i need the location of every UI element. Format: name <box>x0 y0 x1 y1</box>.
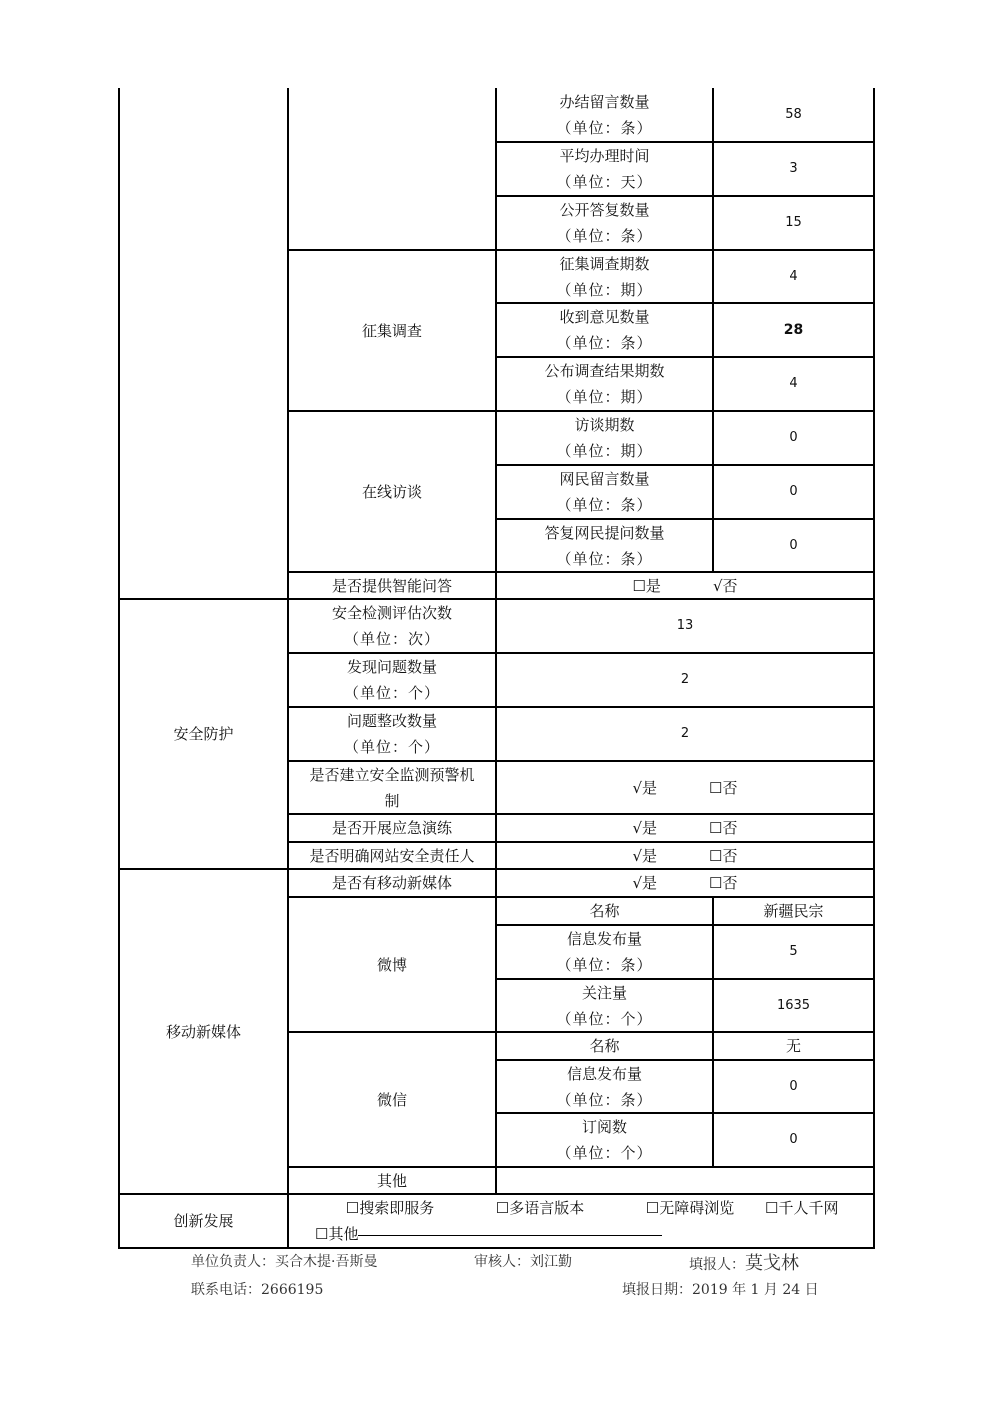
security-monitor-options <box>497 762 873 813</box>
footer-filler <box>689 1249 799 1275</box>
innovation-options <box>289 1195 873 1247</box>
option-accessible-checkbox[interactable]: ☐无障碍浏览 <box>645 1199 735 1217</box>
weibo-row-1-value: 5 <box>789 944 798 959</box>
unit: （单位：条） <box>556 118 653 137</box>
date-value: 2019 年 1 月 24 日 <box>692 1282 819 1298</box>
option-search-service-checkbox[interactable]: ☐搜索即服务 <box>345 1199 435 1217</box>
unit: （单位：条） <box>556 956 653 974</box>
reviewer-name: 刘江勤 <box>530 1254 572 1270</box>
weibo-label: 微博 <box>376 955 407 974</box>
survey-row-3-label <box>497 358 712 410</box>
innovation-label: 创新发展 <box>173 1212 234 1230</box>
smart-qa-options <box>497 573 873 598</box>
drill-no-checkbox[interactable]: ☐否 <box>709 819 738 837</box>
label-line-1: 是否建立安全监测预警机 <box>309 765 475 784</box>
interview-row-1-value: 0 <box>789 430 798 445</box>
label: 安全检测评估次数 <box>331 604 452 622</box>
security-row-2-label <box>289 654 495 706</box>
unit: （单位：期） <box>556 280 653 299</box>
portal-row-2-label <box>497 143 712 195</box>
filler-name: 莫戈林 <box>745 1253 799 1274</box>
label: 答复网民提问数量 <box>544 523 665 542</box>
unit: （单位：条） <box>556 334 653 352</box>
label: 公开答复数量 <box>559 201 650 219</box>
survey-row-2-label <box>497 304 712 356</box>
wechat-label: 微信 <box>376 1090 407 1109</box>
reviewer-label: 审核人： <box>474 1254 530 1270</box>
footer-phone <box>191 1279 323 1299</box>
portal-row-1-label <box>497 88 712 141</box>
phone-label: 联系电话： <box>191 1282 261 1298</box>
media-yes-checkbox[interactable]: √是 <box>632 874 658 892</box>
label: 办结留言数量 <box>559 92 650 111</box>
label: 收到意见数量 <box>559 308 650 326</box>
survey-row-2-value: 28 <box>783 322 804 338</box>
interview-row-3-label <box>497 520 712 571</box>
wechat-row-1-value: 0 <box>789 1078 798 1094</box>
survey-row-1-value: 4 <box>789 268 798 284</box>
unit: （单位：条） <box>556 1090 653 1109</box>
label: 问题整改数量 <box>346 712 437 730</box>
portal-row-3-label <box>497 197 712 249</box>
smart-qa-label: 是否提供智能问答 <box>331 576 452 595</box>
label: 访谈期数 <box>574 416 635 434</box>
label: 信息发布量 <box>566 930 642 948</box>
wechat-row-1-label <box>497 1061 712 1112</box>
unit: （单位：个） <box>343 684 440 702</box>
footer-leader <box>191 1251 377 1271</box>
label-line-2: 制 <box>384 791 400 810</box>
label: 平均办理时间 <box>559 147 650 165</box>
interview-row-2-value: 0 <box>789 484 798 499</box>
portal-row-2-value: 3 <box>789 161 798 176</box>
media-has-options <box>497 870 873 896</box>
label: 订阅数 <box>581 1118 627 1136</box>
wechat-name-value: 无 <box>785 1037 801 1055</box>
security-owner-options <box>497 843 873 868</box>
survey-row-1-label <box>497 251 712 302</box>
security-monitor-label <box>289 762 495 813</box>
unit: （单位：天） <box>556 173 653 191</box>
security-owner-label: 是否明确网站安全责任人 <box>309 846 475 865</box>
interview-group-label: 在线访谈 <box>361 482 422 501</box>
unit: （单位：期） <box>556 442 653 460</box>
unit: （单位：次） <box>343 630 440 648</box>
wechat-row-2-value: 0 <box>789 1132 798 1147</box>
unit: （单位：条） <box>556 496 653 514</box>
label: 网民留言数量 <box>559 470 650 488</box>
weibo-row-2-value: 1635 <box>776 997 811 1013</box>
weibo-row-2-label <box>497 980 712 1031</box>
weibo-row-1-label <box>497 926 712 978</box>
label: 公布调查结果期数 <box>544 362 665 380</box>
security-drill-options <box>497 815 873 841</box>
monitor-yes-checkbox[interactable]: √是 <box>632 778 658 797</box>
security-row-3-value: 2 <box>680 726 690 741</box>
wechat-row-2-label <box>497 1114 712 1166</box>
security-group-label: 安全防护 <box>173 725 234 743</box>
option-other-checkbox[interactable]: ☐其他 <box>315 1225 359 1243</box>
security-drill-label: 是否开展应急演练 <box>331 819 452 837</box>
interview-row-1-label <box>497 412 712 464</box>
survey-group-label: 征集调查 <box>361 321 422 340</box>
security-row-1-value: 13 <box>676 618 694 633</box>
unit: （单位：条） <box>556 549 653 568</box>
portal-row-3-value: 15 <box>785 215 802 230</box>
unit: （单位：期） <box>556 388 653 406</box>
leader-name: 买合木提·吾斯曼 <box>275 1254 378 1270</box>
unit: （单位：个） <box>343 738 440 756</box>
option-multilingual-checkbox[interactable]: ☐多语言版本 <box>495 1199 585 1217</box>
weibo-name-label: 名称 <box>589 902 620 920</box>
unit: （单位：个） <box>556 1144 653 1162</box>
label: 信息发布量 <box>566 1064 642 1083</box>
owner-no-checkbox[interactable]: ☐否 <box>709 846 738 865</box>
media-other-value[interactable] <box>497 1168 873 1193</box>
smart-qa-no-checkbox[interactable]: √否 <box>712 576 738 595</box>
label: 征集调查期数 <box>559 254 650 273</box>
media-has-label: 是否有移动新媒体 <box>331 874 452 892</box>
portal-row-1-value: 58 <box>785 106 802 122</box>
survey-row-3-value: 4 <box>789 376 798 391</box>
drill-yes-checkbox[interactable]: √是 <box>632 819 658 837</box>
footer-date <box>622 1279 819 1299</box>
date-label: 填报日期： <box>622 1282 692 1298</box>
media-no-checkbox[interactable]: ☐否 <box>709 874 738 892</box>
option-personalized-checkbox[interactable]: ☐千人千网 <box>765 1199 839 1217</box>
other-blank-line[interactable] <box>358 1221 662 1236</box>
weibo-name-value: 新疆民宗 <box>763 902 824 920</box>
monitor-no-checkbox[interactable]: ☐否 <box>709 778 738 797</box>
filler-label: 填报人： <box>689 1257 745 1273</box>
interview-row-2-label <box>497 466 712 518</box>
wechat-name-label: 名称 <box>589 1037 620 1055</box>
unit: （单位：个） <box>556 1009 653 1028</box>
security-row-1-label <box>289 600 495 652</box>
security-row-2-value: 2 <box>680 672 690 687</box>
media-group-label: 移动新媒体 <box>165 1022 241 1041</box>
unit: （单位：条） <box>556 227 653 245</box>
phone-number: 2666195 <box>261 1282 324 1298</box>
label: 发现问题数量 <box>346 658 437 676</box>
border-right <box>873 88 875 1248</box>
footer-reviewer <box>474 1251 572 1271</box>
smart-qa-yes-checkbox[interactable]: ☐是 <box>632 576 661 595</box>
owner-yes-checkbox[interactable]: √是 <box>632 846 658 865</box>
security-row-3-label <box>289 708 495 760</box>
interview-row-3-value: 0 <box>789 537 798 553</box>
media-other-label: 其他 <box>376 1171 407 1190</box>
leader-label: 单位负责人： <box>191 1254 275 1270</box>
label: 关注量 <box>581 983 627 1002</box>
